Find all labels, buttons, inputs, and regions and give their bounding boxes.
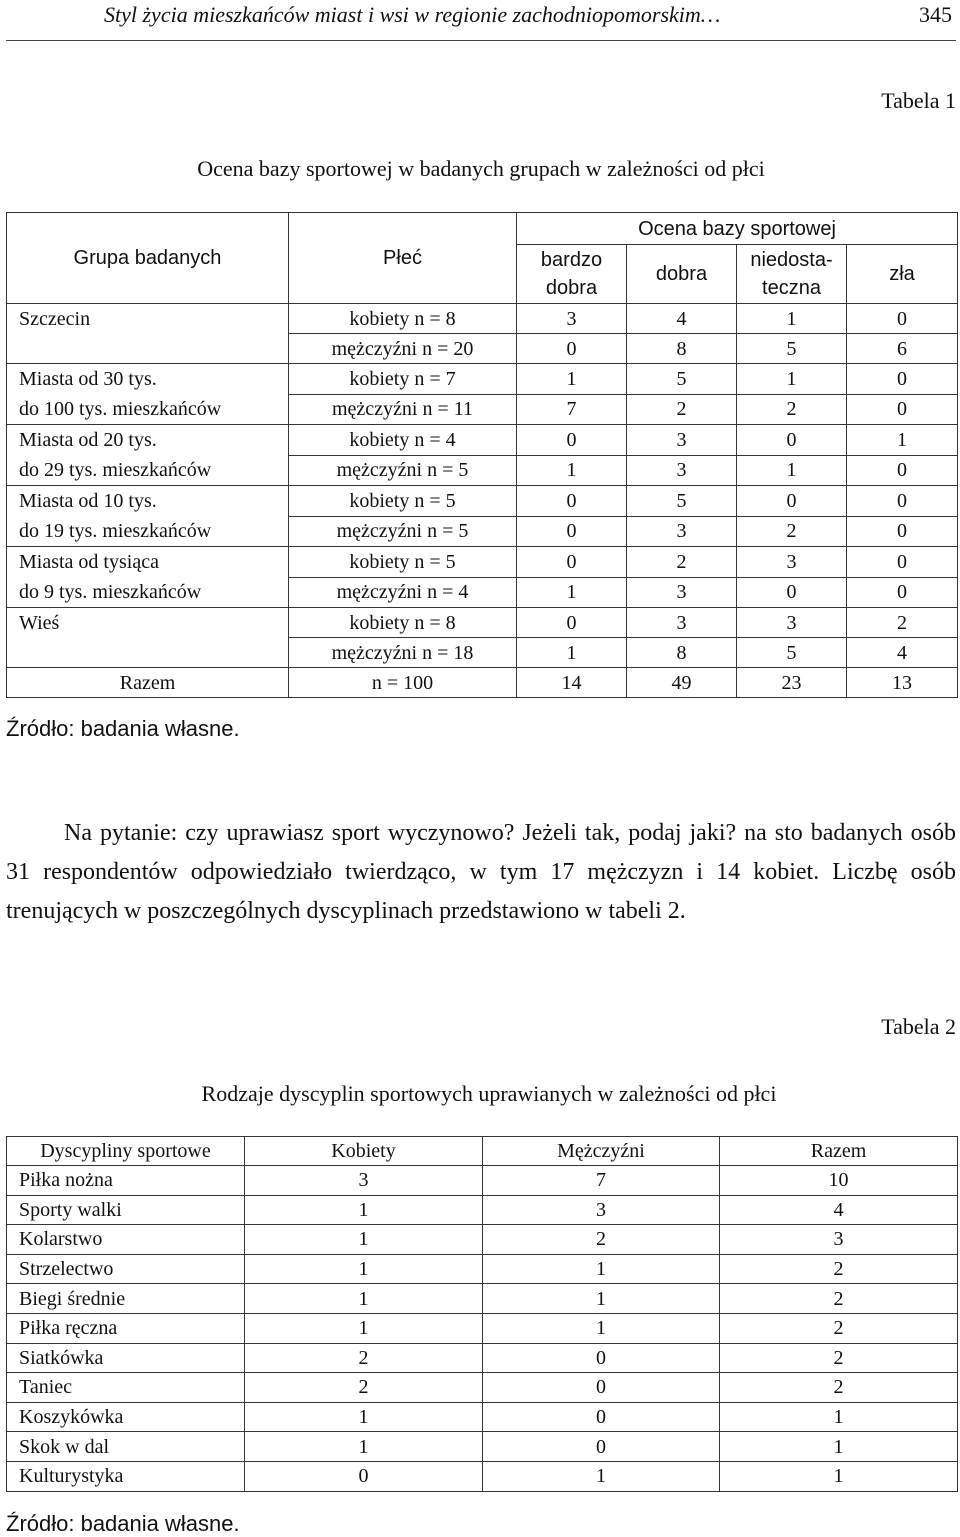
table-2-col-header: Mężczyźni <box>483 1137 720 1166</box>
count-cell: 1 <box>245 1402 483 1432</box>
table-1-row <box>7 364 958 395</box>
table-2-col-header: Razem <box>720 1137 958 1166</box>
rating-value-cell: 1 <box>517 455 627 486</box>
table-2-row <box>7 1432 958 1462</box>
table-2 <box>6 1136 958 1492</box>
count-cell: 0 <box>245 1461 483 1491</box>
count-cell: 1 <box>483 1461 720 1491</box>
rating-value-cell: 0 <box>847 304 958 334</box>
discipline-name: Skok w dal <box>7 1432 245 1462</box>
group-name-line2: do 19 tys. mieszkańców <box>19 520 212 542</box>
table-2-row <box>7 1195 958 1225</box>
rating-value-cell: 1 <box>847 425 958 456</box>
table-2-label: Tabela 2 <box>881 1014 956 1039</box>
table-1-row <box>7 425 958 456</box>
rating-value-cell: 3 <box>627 455 737 486</box>
table-2-col-header: Dyscypliny sportowe <box>7 1137 245 1166</box>
rating-value-cell: 0 <box>847 486 958 517</box>
total-value-cell: 13 <box>847 668 958 698</box>
count-cell: 3 <box>483 1195 720 1225</box>
discipline-name: Kulturystyka <box>7 1461 245 1491</box>
table-2-caption: Rodzaje dyscyplin sportowych uprawianych w zależności od płci <box>201 1081 777 1106</box>
total-value-cell: 49 <box>627 668 737 698</box>
count-cell: 0 <box>483 1373 720 1403</box>
group-name-cell <box>7 608 289 668</box>
count-cell: 1 <box>245 1254 483 1284</box>
count-cell: 2 <box>245 1373 483 1403</box>
col-header-very-good-line2: dobra <box>545 277 598 299</box>
count-cell: 0 <box>483 1432 720 1462</box>
rating-value-cell: 5 <box>627 364 737 395</box>
table-2-row <box>7 1225 958 1255</box>
rating-value-cell: 3 <box>627 577 737 608</box>
count-cell: 1 <box>245 1225 483 1255</box>
body-paragraph <box>6 814 956 931</box>
rating-value-cell: 0 <box>517 334 627 364</box>
table-1-label: Tabela 1 <box>881 88 956 113</box>
rating-value-cell: 3 <box>627 425 737 456</box>
table-1-row <box>7 547 958 578</box>
rating-value-cell: 3 <box>627 608 737 638</box>
group-name-line1: Szczecin <box>19 308 91 330</box>
table-1 <box>6 212 958 698</box>
table-1-total-row <box>7 668 958 698</box>
count-cell: 1 <box>245 1432 483 1462</box>
rating-value-cell: 0 <box>847 577 958 608</box>
table-2-row <box>7 1373 958 1403</box>
rating-value-cell: 0 <box>847 516 958 547</box>
rating-value-cell: 8 <box>627 638 737 668</box>
group-name-line1: Miasta od tysiąca <box>19 551 159 573</box>
col-header-insufficient-line2: teczna <box>762 277 821 299</box>
count-cell: 2 <box>245 1343 483 1373</box>
sex-cell: mężczyźni n = 5 <box>289 455 517 486</box>
count-cell: 1 <box>245 1195 483 1225</box>
col-header-bad: zła <box>847 245 958 304</box>
count-cell: 2 <box>720 1373 958 1403</box>
sex-cell: mężczyźni n = 5 <box>289 516 517 547</box>
count-cell: 0 <box>483 1402 720 1432</box>
count-cell: 1 <box>720 1432 958 1462</box>
discipline-name: Siatkówka <box>7 1343 245 1373</box>
rating-value-cell: 3 <box>737 547 847 578</box>
col-header-very-good-line1: bardzo <box>540 249 603 271</box>
col-header-group: Grupa badanych <box>7 213 289 304</box>
rating-value-cell: 0 <box>517 425 627 456</box>
table-1-caption: Ocena bazy sportowej w badanych grupach w zależności od płci <box>197 156 765 181</box>
group-name-line2: do 9 tys. mieszkańców <box>19 581 202 603</box>
group-name-cell <box>7 547 289 608</box>
discipline-name: Kolarstwo <box>7 1225 245 1255</box>
sex-cell: kobiety n = 7 <box>289 364 517 395</box>
rating-value-cell: 3 <box>517 304 627 334</box>
table-2-row <box>7 1284 958 1314</box>
col-header-rating: Ocena bazy sportowej <box>517 213 958 245</box>
page-number: 345 <box>919 2 952 27</box>
col-header-very-good <box>517 245 627 304</box>
col-header-sex: Płeć <box>289 213 517 304</box>
total-value-cell: 23 <box>737 668 847 698</box>
discipline-name: Piłka nożna <box>7 1166 245 1196</box>
rating-value-cell: 1 <box>517 638 627 668</box>
sex-cell: kobiety n = 8 <box>289 304 517 334</box>
col-header-insufficient <box>737 245 847 304</box>
count-cell: 7 <box>483 1166 720 1196</box>
rating-value-cell: 5 <box>737 334 847 364</box>
table-1-row <box>7 304 958 334</box>
rating-value-cell: 6 <box>847 334 958 364</box>
count-cell: 1 <box>245 1284 483 1314</box>
rating-value-cell: 0 <box>737 425 847 456</box>
rating-value-cell: 8 <box>627 334 737 364</box>
group-name-cell <box>7 425 289 486</box>
table-1-source: Źródło: badania własne. <box>6 716 240 741</box>
discipline-name: Biegi średnie <box>7 1284 245 1314</box>
rating-value-cell: 0 <box>517 486 627 517</box>
rating-value-cell: 0 <box>847 547 958 578</box>
total-value-cell: 14 <box>517 668 627 698</box>
group-name-cell <box>7 364 289 425</box>
rating-value-cell: 0 <box>847 364 958 395</box>
group-name-line1: Miasta od 20 tys. <box>19 429 157 451</box>
sex-cell: mężczyźni n = 11 <box>289 394 517 425</box>
count-cell: 2 <box>720 1313 958 1343</box>
rating-value-cell: 3 <box>737 608 847 638</box>
rating-value-cell: 0 <box>517 547 627 578</box>
rating-value-cell: 1 <box>517 364 627 395</box>
sex-cell: kobiety n = 5 <box>289 486 517 517</box>
rating-value-cell: 2 <box>737 516 847 547</box>
rating-value-cell: 0 <box>737 486 847 517</box>
discipline-name: Taniec <box>7 1373 245 1403</box>
group-name-line2: do 100 tys. mieszkańców <box>19 398 222 420</box>
total-n: n = 100 <box>289 668 517 698</box>
count-cell: 2 <box>483 1225 720 1255</box>
table-1-row <box>7 608 958 638</box>
table-2-row <box>7 1402 958 1432</box>
discipline-name: Piłka ręczna <box>7 1313 245 1343</box>
rating-value-cell: 0 <box>847 394 958 425</box>
col-header-insufficient-line1: niedosta- <box>750 249 833 271</box>
total-label: Razem <box>7 668 289 698</box>
rating-value-cell: 5 <box>737 638 847 668</box>
count-cell: 4 <box>720 1195 958 1225</box>
group-name-cell <box>7 304 289 364</box>
count-cell: 1 <box>720 1461 958 1491</box>
sex-cell: kobiety n = 4 <box>289 425 517 456</box>
group-name-line1: Miasta od 30 tys. <box>19 368 157 390</box>
sex-cell: mężczyźni n = 20 <box>289 334 517 364</box>
rating-value-cell: 3 <box>627 516 737 547</box>
count-cell: 3 <box>720 1225 958 1255</box>
rating-value-cell: 2 <box>627 394 737 425</box>
count-cell: 1 <box>483 1313 720 1343</box>
count-cell: 1 <box>483 1284 720 1314</box>
rating-value-cell: 0 <box>737 577 847 608</box>
rating-value-cell: 2 <box>847 608 958 638</box>
rating-value-cell: 2 <box>737 394 847 425</box>
table-2-header-row <box>7 1137 958 1166</box>
running-header-title: Styl życia mieszkańców miast i wsi w regionie zachodniopomorskim… <box>104 2 721 27</box>
table-2-row <box>7 1343 958 1373</box>
table-2-row <box>7 1313 958 1343</box>
col-header-good: dobra <box>627 245 737 304</box>
rating-value-cell: 0 <box>517 516 627 547</box>
group-name-line1: Miasta od 10 tys. <box>19 490 157 512</box>
table-2-row <box>7 1166 958 1196</box>
rating-value-cell: 4 <box>627 304 737 334</box>
sex-cell: kobiety n = 5 <box>289 547 517 578</box>
group-name-cell <box>7 486 289 547</box>
rating-value-cell: 1 <box>517 577 627 608</box>
count-cell: 1 <box>720 1402 958 1432</box>
group-name-line1: Wieś <box>19 612 60 634</box>
group-name-line2: do 29 tys. mieszkańców <box>19 459 212 481</box>
sex-cell: mężczyźni n = 18 <box>289 638 517 668</box>
count-cell: 2 <box>720 1284 958 1314</box>
count-cell: 0 <box>483 1343 720 1373</box>
discipline-name: Strzelectwo <box>7 1254 245 1284</box>
rating-value-cell: 5 <box>627 486 737 517</box>
count-cell: 1 <box>245 1313 483 1343</box>
table-2-row <box>7 1461 958 1491</box>
count-cell: 2 <box>720 1254 958 1284</box>
rating-value-cell: 2 <box>627 547 737 578</box>
discipline-name: Koszykówka <box>7 1402 245 1432</box>
header-rule <box>6 40 956 41</box>
rating-value-cell: 1 <box>737 304 847 334</box>
table-2-row <box>7 1254 958 1284</box>
rating-value-cell: 7 <box>517 394 627 425</box>
table-2-col-header: Kobiety <box>245 1137 483 1166</box>
rating-value-cell: 4 <box>847 638 958 668</box>
count-cell: 3 <box>245 1166 483 1196</box>
sex-cell: kobiety n = 8 <box>289 608 517 638</box>
table-2-source: Źródło: badania własne. <box>6 1511 240 1536</box>
rating-value-cell: 0 <box>517 608 627 638</box>
count-cell: 1 <box>483 1254 720 1284</box>
discipline-name: Sporty walki <box>7 1195 245 1225</box>
table-1-row <box>7 486 958 517</box>
count-cell: 2 <box>720 1343 958 1373</box>
count-cell: 10 <box>720 1166 958 1196</box>
sex-cell: mężczyźni n = 4 <box>289 577 517 608</box>
rating-value-cell: 0 <box>847 455 958 486</box>
body-paragraph-text: Na pytanie: czy uprawiasz sport wyczynowo? Jeżeli tak, podaj jaki? na sto badanych osób 31 respondentów odpowiedziało twierdząco, w tym 17 mężczyzn i 14 kobiet. Liczbę osób trenujących w poszczególnych dyscyplinach przedstawiono w tabeli 2. <box>6 820 956 924</box>
rating-value-cell: 1 <box>737 455 847 486</box>
rating-value-cell: 1 <box>737 364 847 395</box>
